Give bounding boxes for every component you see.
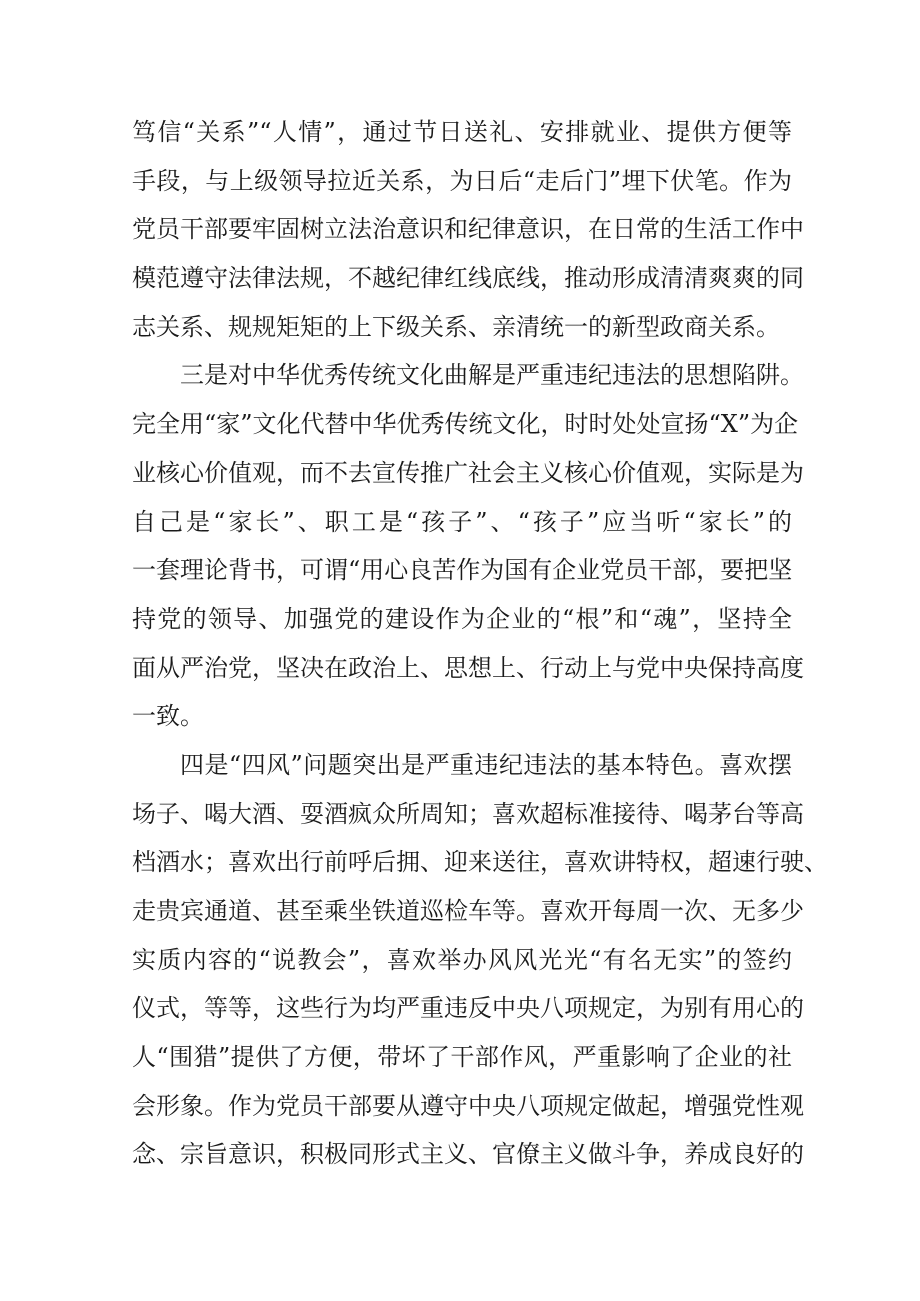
text-line: 志关系、规规矩矩的上下级关系、亲清统一的新型政商关系。 <box>132 312 780 341</box>
text-line: 场子、喝大酒、耍酒疯众所周知；喜欢超标准接待、喝茅台等高 <box>132 799 804 828</box>
text-line: 档酒水；喜欢出行前呼后拥、迎来送往，喜欢讲特权，超速行驶、 <box>132 848 828 877</box>
paragraph-start-line: 三是对中华优秀传统文化曲解是严重违纪违法的思想陷阱。 <box>180 361 804 390</box>
text-line: 持党的领导、加强党的建设作为企业的“根”和“魂”，坚持全 <box>132 604 792 633</box>
text-line: 念、宗旨意识，积极同形式主义、官僚主义做斗争，养成良好的 <box>132 1140 804 1169</box>
text-line: 会形象。作为党员干部要从遵守中央八项规定做起，增强党性观 <box>132 1091 804 1120</box>
text-line: 业核心价值观，而不去宣传推广社会主义核心价值观，实际是为 <box>132 458 804 487</box>
paragraph-start-line: 四是“四风”问题突出是严重违纪违法的基本特色。喜欢摆 <box>180 750 792 779</box>
text-line: 党员干部要牢固树立法治意识和纪律意识，在日常的生活工作中 <box>132 215 804 244</box>
body-text <box>132 108 828 1179</box>
text-line: 完全用“家”文化代替中华优秀传统文化，时时处处宣扬“X”为企 <box>132 410 799 439</box>
text-line: 自己是“家长”、职工是“孩子”、“孩子”应当听“家长”的 <box>132 507 792 536</box>
text-line: 人“围猎”提供了方便，带坏了干部作风，严重影响了企业的社 <box>132 1043 792 1072</box>
text-line: 面从严治党，坚决在政治上、思想上、行动上与党中央保持高度 <box>132 653 804 682</box>
text-line: 仪式，等等，这些行为均严重违反中央八项规定，为别有用心的 <box>132 994 804 1023</box>
text-line: 一套理论背书，可谓“用心良苦作为国有企业党员干部，要把坚 <box>132 556 793 585</box>
text-line: 实质内容的“说教会”，喜欢举办风风光光“有名无实”的签约 <box>132 945 792 974</box>
text-line: 一致。 <box>132 702 204 731</box>
text-line: 笃信“关系”“人情”，通过节日送礼、安排就业、提供方便等 <box>132 118 792 146</box>
text-line: 手段，与上级领导拉近关系，为日后“走后门”埋下伏笔。作为 <box>132 166 792 195</box>
text-line: 走贵宾通道、甚至乘坐铁道巡检车等。喜欢开每周一次、无多少 <box>132 897 804 925</box>
text-line: 模范遵守法律法规，不越纪律红线底线，推动形成清清爽爽的同 <box>132 264 804 293</box>
